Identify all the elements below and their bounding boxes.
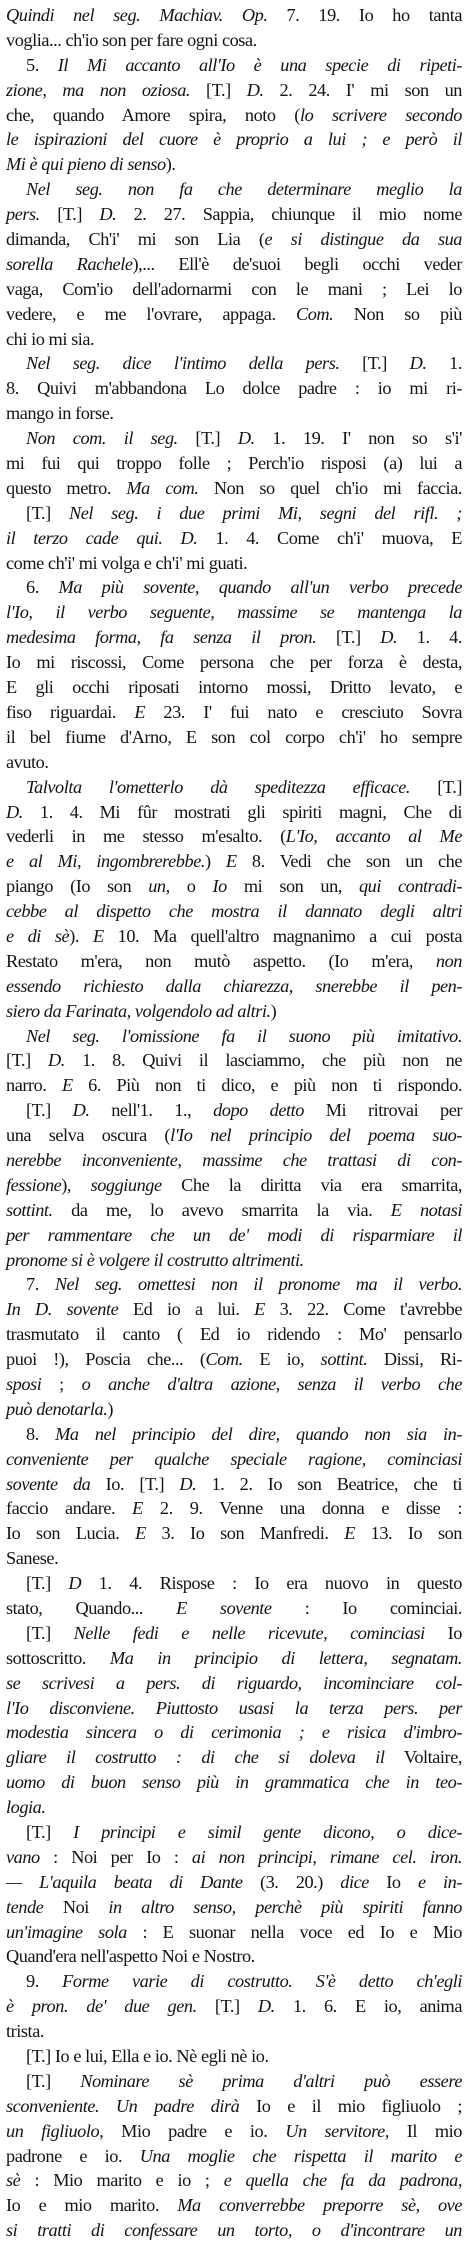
italic-text-run: Nominare sè prima d'altri può essere [80, 2070, 462, 2091]
text-run: 13. Io son [354, 1523, 462, 1544]
text-line [6, 824, 462, 849]
text-run: [T.] Io e lui, Ella e io. Nè egli nè io. [26, 2046, 269, 2067]
text-run: 3. 22. Come t'avrebbe [264, 1299, 463, 1320]
text-line [6, 1770, 462, 1795]
italic-text-run: Quindi nel seg. Machiav. Op. [6, 5, 268, 25]
text-run: Voltaire, [384, 1747, 462, 1768]
text-run: [T.] [26, 1822, 74, 1843]
text-run: 6. Più non ti dico, e più non ti rispondo. [72, 1075, 463, 1096]
text-run: ). [165, 154, 176, 175]
italic-text-run: l'Io, il verbo seguente, massime se mantenga la [6, 602, 462, 623]
text-line [6, 1447, 462, 1472]
text-run: mango in forse. [6, 403, 114, 424]
text-run: o [169, 876, 213, 897]
text-line [6, 1994, 462, 2019]
italic-text-run: ai non principi, rimane cel. iron. [191, 1846, 463, 1867]
text-line [6, 1496, 462, 1521]
italic-text-run: tende [6, 1896, 44, 1917]
text-run: 8. Quivi m'abbandona Lo dolce padre : io mi ri- [6, 378, 462, 399]
text-run: 1. 19. I' non so s'i' [254, 428, 462, 449]
text-line [6, 2094, 462, 2119]
text-run: 2. 9. Venne una donna e disse : [142, 1498, 462, 1519]
text-run: [T.] [196, 1996, 258, 2017]
italic-text-run: E [344, 1523, 355, 1544]
italic-text-run: D. [179, 1473, 197, 1494]
text-line [6, 1372, 462, 1397]
text-line [6, 28, 462, 53]
text-line [6, 1024, 462, 1049]
text-line [6, 476, 462, 501]
italic-text-run: dopo detto [213, 1100, 304, 1121]
text-run: dimanda, Ch'i' mi son Lia ( [6, 229, 265, 250]
text-run: E gli occhi riposati intorno mossi, Dritto levato, e [6, 677, 462, 698]
text-run: Restato m'era, non mutò aspetto. (Io m'era, [6, 950, 436, 971]
italic-text-run: D. [99, 204, 117, 225]
italic-text-run: può denotarla. [6, 1398, 108, 1419]
text-line [6, 1969, 462, 1994]
text-line [6, 1671, 462, 1696]
text-line [6, 1870, 462, 1895]
italic-text-run: gliare il costrutto : di che si doleva il [6, 1747, 385, 1768]
text-line [6, 152, 462, 177]
text-line [6, 849, 462, 874]
text-run: vaga, Com'io dell'adornarmi con le mani ; Lei lo [6, 278, 462, 299]
italic-text-run: siero da Farinata, volgendolo ad altri. [6, 1000, 271, 1021]
italic-text-run: D. [6, 801, 23, 822]
italic-text-run: E sovente [176, 1598, 272, 1618]
italic-text-run: e in- [417, 1871, 462, 1892]
italic-text-run: Nel seg. non fa che determinare meglio la [26, 179, 462, 200]
italic-text-run: essendo richiesto dalla chiarezza, snerebbe il pen- [6, 975, 462, 996]
text-run: ) [107, 1398, 113, 1419]
text-run: [T.] [177, 428, 238, 449]
text-run: (3. 20.) [242, 1871, 341, 1892]
text-run: il bel fiume d'Arno, E son col corpo ch'i' ho sempre [6, 726, 462, 747]
text-line [6, 650, 462, 675]
text-run: ), [61, 1174, 91, 1195]
text-run: narro. [6, 1075, 62, 1096]
text-run: 7. 19. Io ho tanta [267, 5, 462, 25]
italic-text-run: per rammentare che un de' modi di risparmiare il [6, 1224, 462, 1245]
italic-text-run: non [435, 950, 462, 971]
text-line [6, 1571, 462, 1596]
italic-text-run: Nelle fedi e nelle ricevute, cominciasi [73, 1622, 425, 1643]
text-line [6, 1696, 462, 1721]
text-line [6, 1123, 462, 1148]
text-line [6, 1944, 462, 1969]
text-line [6, 2069, 462, 2094]
text-line [6, 750, 462, 775]
text-line [6, 1397, 462, 1422]
text-run: : Mio marito e io ; [20, 2170, 224, 2191]
text-line [6, 999, 462, 1024]
text-line [6, 2119, 462, 2144]
text-run: Il mio [388, 2120, 462, 2141]
italic-text-run: un'imagine sola [6, 1921, 127, 1942]
italic-text-run: Forme varie di costrutto. S'è detto ch'egli [62, 1971, 462, 1992]
italic-text-run: E [61, 1075, 73, 1096]
text-line [6, 1073, 462, 1098]
text-run: Mio padre e io. [103, 2120, 286, 2141]
text-line [6, 1322, 462, 1347]
text-line [6, 1148, 462, 1173]
italic-text-run: Com. [295, 303, 334, 324]
text-line [6, 974, 462, 999]
text-run: fiso riguardai. [6, 701, 135, 722]
italic-text-run: sposi [6, 1373, 42, 1394]
text-run: faccio andare. [6, 1498, 133, 1519]
text-run: 1. 6. E io, anima [274, 1996, 462, 2017]
text-line [6, 1272, 462, 1297]
text-run: [T.] [339, 353, 410, 374]
italic-text-run: D. [237, 428, 255, 449]
italic-text-run: Un servitore, [285, 2120, 389, 2141]
text-run: stato, Quando... [6, 1598, 177, 1618]
text-run: Sanese. [6, 1548, 59, 1569]
text-run: voglia... ch'io son per fare ogni cosa. [6, 29, 257, 50]
text-line [6, 575, 462, 600]
text-run: 3. Io son Manfredi. [145, 1523, 345, 1544]
italic-text-run: Talvolta l'ometterlo dà speditezza efficace. [26, 776, 411, 797]
text-line [6, 1820, 462, 1845]
text-line [6, 1422, 462, 1447]
italic-text-run: Una moglie che rispetta il marito e [139, 2145, 463, 2166]
text-run: padrone e io. [6, 2145, 140, 2166]
italic-text-run: Ma converrebbe preporre sè, ove [177, 2195, 462, 2216]
text-run: 9. [26, 1971, 63, 1992]
italic-text-run: cebbe al dispetto che mostra il dannato degli altri [6, 901, 462, 922]
text-run: 23. I' fui nato e cresciuto Sovra [145, 701, 462, 722]
italic-text-run: medesima forma, fa senza il pron. [6, 627, 317, 648]
text-line [6, 302, 462, 327]
text-line [6, 625, 462, 650]
text-line [6, 725, 462, 750]
text-line [6, 1048, 462, 1073]
italic-text-run: D. [246, 79, 264, 100]
text-run: 1. 4. [397, 627, 462, 648]
italic-text-run: D. [409, 353, 427, 374]
text-line [6, 2218, 462, 2243]
text-run: Ed io a lui. [118, 1299, 255, 1320]
italic-text-run: I principi e simil gente dicono, o dice- [73, 1822, 462, 1843]
text-run: Noi [43, 1896, 109, 1917]
text-run: E io, [242, 1349, 321, 1370]
text-run: mi fui qui troppo folle ; Perch'io risposi (a) lui a [6, 453, 462, 474]
text-run: [T.] [26, 1622, 74, 1643]
text-run: Quand'era nell'aspetto Noi e Nostro. [6, 1946, 255, 1967]
text-run: [T.] [26, 1573, 69, 1594]
text-run: [T.] [26, 1100, 73, 1121]
italic-text-run: D. [48, 1050, 65, 1071]
text-line [6, 700, 462, 725]
text-line [6, 53, 462, 78]
italic-text-run: l'Io nel principio del poema suo- [170, 1125, 463, 1146]
text-run: 1. 4. Rispose : Io era nuovo in questo [81, 1573, 462, 1594]
italic-text-run: Ma com. [126, 477, 199, 498]
text-line [6, 1546, 462, 1571]
text-line [6, 227, 462, 252]
italic-text-run: Io [212, 876, 227, 897]
text-run: 8. Vedi che son un che [236, 851, 463, 872]
italic-text-run: un figliuolo, [6, 2120, 104, 2141]
italic-text-run: Non com. il seg. [26, 428, 178, 449]
italic-text-run: l'Io disconviene. Piuttosto usasi la terza pers. per [6, 1697, 462, 1718]
text-run: 5. [26, 54, 58, 75]
italic-text-run: sè [6, 2170, 21, 2191]
text-line [6, 202, 462, 227]
italic-text-run: D. [72, 1100, 90, 1121]
text-run: Io mi riscossi, Come persona che per forza è desta, [6, 652, 462, 673]
text-line [6, 1198, 462, 1223]
italic-text-run: sovente da [6, 1473, 91, 1494]
text-run: trista. [6, 2021, 44, 2042]
text-run: trasmutato il canto ( Ed io ridendo : Mo' pensarlo [6, 1324, 462, 1345]
text-line [6, 2044, 462, 2069]
text-line [6, 949, 462, 974]
italic-text-run: E [92, 925, 104, 946]
italic-text-run: il terzo cade qui. D. [6, 527, 198, 548]
italic-text-run: Nel seg. i due primi Mi, segni del rifl. ; [68, 502, 462, 523]
italic-text-run: E [134, 701, 146, 722]
text-run: 2. 27. Sappia, chiunque il mio nome [116, 204, 462, 225]
italic-text-run: qui contradi- [358, 876, 462, 897]
text-run: 1. 2. Io son Beatrice, che ti [196, 1473, 462, 1494]
text-line [6, 3, 462, 28]
italic-text-run: Ma più sovente, quando all'un verbo precede [58, 577, 462, 598]
text-line [6, 1248, 462, 1273]
text-line [6, 1297, 462, 1322]
text-run: Io [424, 1622, 462, 1643]
italic-text-run: In D. sovente [6, 1299, 119, 1320]
text-line [6, 1098, 462, 1123]
italic-text-run: conveniente per qualche speciale ragione, cominciasi [6, 1448, 462, 1469]
text-line [6, 1795, 462, 1820]
italic-text-run: Com. [205, 1349, 243, 1370]
text-run: avuto. [6, 751, 49, 772]
italic-text-run: e al Mi, ingombrerebbe. [6, 851, 205, 872]
text-line [6, 551, 462, 576]
italic-text-run: le ispirazioni del cuore è proprio a lui ; e però il [6, 129, 462, 150]
italic-text-run: D. [380, 627, 398, 648]
text-line [6, 2144, 462, 2169]
italic-text-run: Nel seg. dice l'intimo della pers. [26, 353, 340, 374]
text-run: mi son un, [226, 876, 359, 897]
text-line [6, 899, 462, 924]
text-run: : E suonar nella voce ed Io e Mio [126, 1921, 462, 1942]
italic-text-run: Mi è qui pieno di senso [6, 154, 166, 175]
italic-text-run: Ma nel principio del dire, quando non sia in- [55, 1423, 462, 1444]
text-run: sottoscritto. [6, 1647, 110, 1668]
text-run: Che la diritta via era smarrita, [161, 1174, 462, 1195]
text-run: Io. [T.] [90, 1473, 180, 1494]
text-line [6, 1920, 462, 1945]
text-run: [T.] [410, 776, 462, 797]
italic-text-run: E [254, 1299, 265, 1320]
text-run: [T.] [190, 79, 247, 100]
italic-text-run: e quella che fa da padrona, [223, 2170, 462, 2191]
text-line [6, 1895, 462, 1920]
text-run: piango (Io son [6, 876, 149, 897]
text-run: 1. 8. Quivi il lasciammo, che più non ne [64, 1050, 462, 1071]
text-run: come ch'i' mi volga e ch'i' mi guati. [6, 552, 248, 573]
text-line [6, 800, 462, 825]
italic-text-run: sorella Rachele [6, 253, 133, 274]
text-run: che, quando Amore spira, noto ( [6, 104, 300, 125]
text-run: 1. 4. Mi fûr mostrati gli spiriti magni, Che di [22, 801, 462, 822]
text-run: ) [270, 1000, 277, 1021]
italic-text-run: modestia sincera o di cerimonia ; e risica d'imbro- [6, 1722, 462, 1743]
text-line [6, 426, 462, 451]
text-run: da me, lo avevo smarrita la via. [52, 1199, 391, 1220]
text-line [6, 351, 462, 376]
text-run: [T.] [6, 1050, 48, 1071]
italic-text-run: uomo di buon senso più in grammatica che in teo- [6, 1772, 462, 1793]
italic-text-run: fessione [6, 1174, 62, 1195]
text-run: una selva oscura ( [6, 1125, 171, 1146]
text-run: : Io cominciai. [271, 1598, 462, 1618]
italic-text-run: e di sè [6, 925, 70, 946]
text-line [6, 1845, 462, 1870]
text-line [6, 327, 462, 352]
text-run: 10. Ma quell'altro magnanimo a cui posta [103, 925, 462, 946]
text-line [6, 1223, 462, 1248]
italic-text-run: Ma in principio di lettera, segnatam. [109, 1647, 462, 1668]
text-run: : Noi per Io : [39, 1846, 192, 1867]
text-line [6, 451, 462, 476]
italic-text-run: lo scrivere secondo [299, 104, 463, 125]
text-line [6, 177, 462, 202]
italic-text-run: in altro senso, perchè più spiriti fanno [108, 1896, 462, 1917]
text-run: puoi !), Poscia che... ( [6, 1349, 206, 1370]
text-run: vederli in me stesso m'esalto. ( [6, 826, 286, 847]
italic-text-run: E [135, 1523, 146, 1544]
text-run: Non so più [333, 303, 462, 324]
text-run: ) [204, 851, 226, 872]
text-line [6, 600, 462, 625]
text-run: vedere, e me l'ovrare, appaga. [6, 303, 296, 324]
text-line [6, 526, 462, 551]
text-run: [T.] [26, 502, 69, 523]
italic-text-run: si tratti di confessare un torto, o d'incontrare un [6, 2220, 462, 2241]
italic-text-run: Nel seg. omettesi non il pronome ma il verbo. [54, 1274, 462, 1295]
italic-text-run: D [68, 1573, 82, 1594]
italic-text-run: E [132, 1498, 143, 1519]
italic-text-run: pronome si è volgere il costrutto altrimenti. [6, 1249, 304, 1270]
text-line [6, 1521, 462, 1546]
italic-text-run: L'Io, accanto al Me [285, 826, 462, 847]
text-run: 1. [426, 353, 462, 374]
text-run: [T.] [316, 627, 381, 648]
italic-text-run: Il Mi accanto all'Io è una specie di ripeti- [57, 54, 463, 75]
text-run: Non so quel ch'io mi faccia. [198, 477, 462, 498]
text-run: 2. 24. I' mi son un [263, 79, 462, 100]
text-run: Io son Lucia. [6, 1523, 136, 1544]
text-run: questo metro. [6, 477, 127, 498]
italic-text-run: Nel seg. l'omissione fa il suono più imitativo. [26, 1025, 462, 1046]
text-run: 6. [26, 577, 59, 598]
text-run: ). [69, 925, 93, 946]
text-line [6, 1347, 462, 1372]
text-line [6, 1173, 462, 1198]
italic-text-run: o anche d'altra azione, senza il verbo che [81, 1373, 463, 1394]
text-line [6, 1745, 462, 1770]
text-run: [T.] [26, 2070, 81, 2091]
text-run: 8. [26, 1423, 56, 1444]
text-line [6, 252, 462, 277]
italic-text-run: zione, ma non oziosa. [6, 79, 191, 100]
italic-text-run: nerebbe inconveniente, massime che trattasi di con- [6, 1149, 462, 1170]
italic-text-run: vano [6, 1846, 40, 1867]
text-run: Dissi, Ri- [367, 1349, 462, 1370]
text-line [6, 1621, 462, 1646]
text-run: ; [41, 1373, 82, 1394]
text-line [6, 1596, 462, 1621]
text-run: Mi ritrovai per [303, 1100, 462, 1121]
text-line [6, 127, 462, 152]
text-line [6, 376, 462, 401]
text-line [6, 675, 462, 700]
text-run: 7. [26, 1274, 55, 1295]
text-line [6, 2193, 462, 2218]
text-run: 1. 4. Come ch'i' muova, E [197, 527, 463, 548]
text-line [6, 78, 462, 103]
italic-text-run: sconveniente. Un padre dirà [6, 2095, 240, 2116]
text-run: [T.] [39, 204, 100, 225]
text-line [6, 2168, 462, 2193]
italic-text-run: D. [257, 1996, 275, 2017]
italic-text-run: sottint. [6, 1199, 53, 1220]
italic-text-run: — L'aquila beata di Dante [6, 1871, 243, 1892]
text-line [6, 874, 462, 899]
italic-text-run: è pron. de' due gen. [6, 1996, 197, 2017]
text-line [6, 1646, 462, 1671]
italic-text-run: E notasi [390, 1199, 462, 1220]
italic-text-run: logia. [6, 1797, 46, 1818]
italic-text-run: sottint. [320, 1349, 368, 1370]
italic-text-run: pers. [6, 204, 40, 225]
text-run: Io e mio marito. [6, 2195, 178, 2216]
text-run: Io [368, 1871, 418, 1892]
text-line [6, 1472, 462, 1497]
text-run: chi io mi sia. [6, 328, 95, 349]
italic-text-run: dice [340, 1871, 369, 1892]
text-run: nell'1. 1., [89, 1100, 214, 1121]
text-run: Io e il mio figliuolo ; [239, 2095, 463, 2116]
text-run: ),... Ell'è de'suoi begli occhi veder [132, 253, 462, 274]
italic-text-run: e si distingue da sua [264, 229, 462, 250]
italic-text-run: un, [148, 876, 170, 897]
italic-text-run: E [225, 851, 237, 872]
text-line [6, 401, 462, 426]
text-line [6, 103, 462, 128]
text-line [6, 277, 462, 302]
text-line [6, 924, 462, 949]
italic-text-run: soggiunge [90, 1174, 162, 1195]
text-line [6, 2019, 462, 2044]
text-line [6, 1720, 462, 1745]
text-line [6, 775, 462, 800]
text-line [6, 501, 462, 526]
italic-text-run: se scrivesi a pers. di riguardo, incominciare col- [6, 1672, 462, 1693]
